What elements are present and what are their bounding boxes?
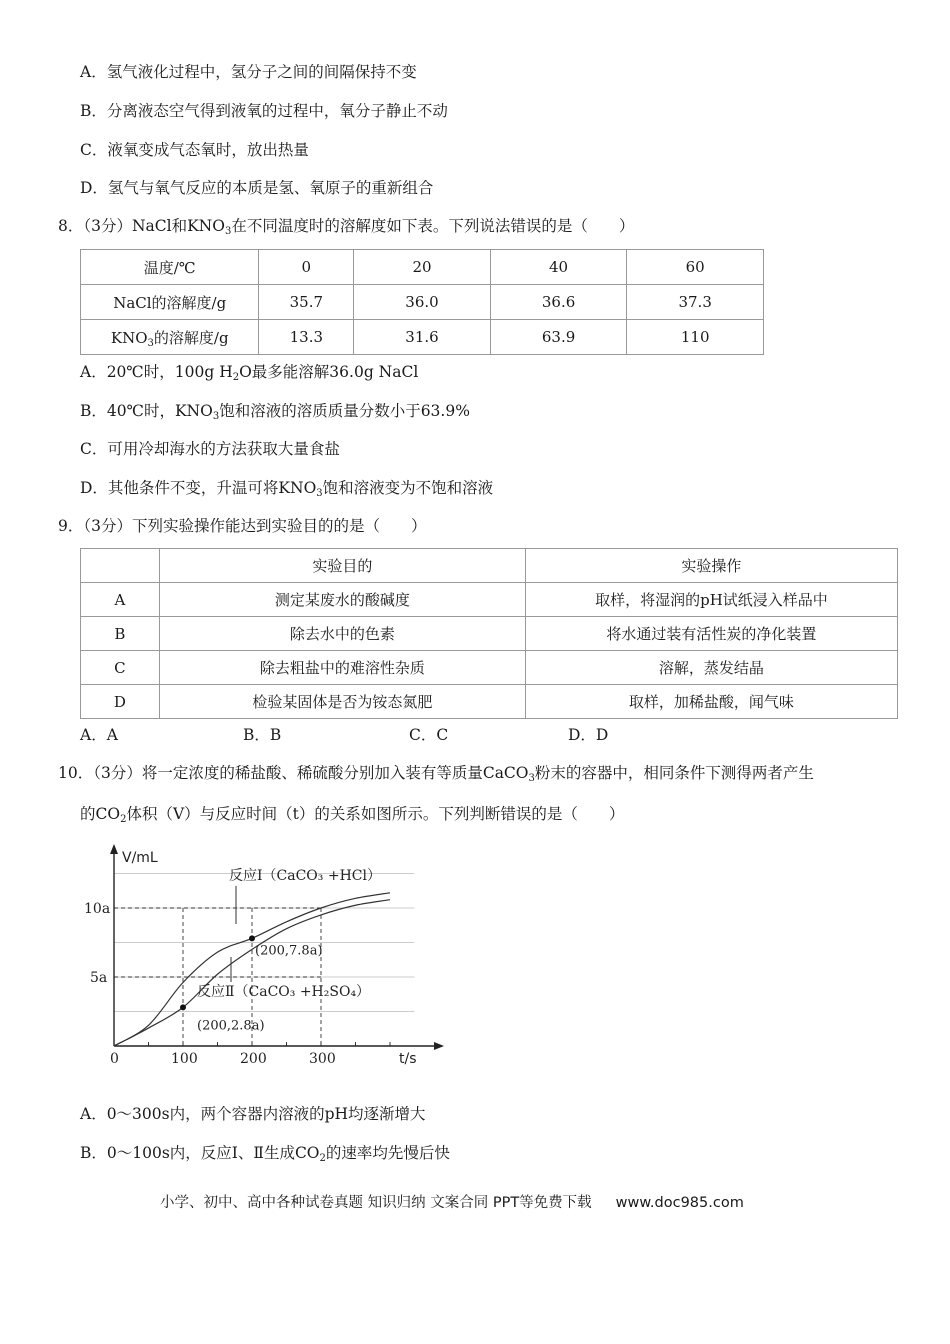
table-cell: 实验操作 xyxy=(525,549,897,583)
table-cell: 溶解，蒸发结晶 xyxy=(525,651,897,685)
q7-option-c: C．液氧变成气态氧时，放出热量 xyxy=(80,141,309,159)
table-cell: 60 xyxy=(627,250,764,285)
q7-option-a: A．氢气液化过程中，氢分子之间的间隔保持不变 xyxy=(80,63,417,81)
data-point-1 xyxy=(249,935,255,941)
table-cell: $KNO_3$的溶解度/g xyxy=(81,320,259,355)
q9-stem: 9．（3分）下列实验操作能达到实验目的的是（ ） xyxy=(58,517,427,535)
q9-choice-d: D．D xyxy=(568,726,609,744)
q10-stem-line2: 的$CO_2$体积（V）与反应时间（t）的关系如图所示。下列判断错误的是（ ） xyxy=(80,805,625,825)
q7-option-d: D．氢气与氧气反应的本质是氢、氧原子的重新组合 xyxy=(80,179,434,197)
y-axis-arrow xyxy=(110,844,118,854)
table-cell: 取样，加稀盐酸，闻气味 xyxy=(525,685,897,719)
experiment-table xyxy=(80,548,898,719)
table-cell: C xyxy=(81,651,160,685)
table-cell: B xyxy=(81,617,160,651)
table-cell: 35.7 xyxy=(259,285,354,320)
table-row xyxy=(81,285,764,320)
x-axis-arrow xyxy=(434,1042,444,1050)
table-cell: 除去粗盐中的难溶性杂质 xyxy=(159,651,525,685)
table-cell: 将水通过装有活性炭的净化装置 xyxy=(525,617,897,651)
table-row xyxy=(81,250,764,285)
q10-option-b: B．0～100s内，反应Ⅰ、Ⅱ生成$CO_2$的速率均先慢后快 xyxy=(80,1144,450,1164)
table-row xyxy=(81,617,898,651)
q9-choice-b: B．B xyxy=(243,726,282,744)
x-tick-label: 300 xyxy=(309,1051,336,1067)
footer xyxy=(160,1191,744,1212)
q9-choice-a: A．A xyxy=(80,726,118,744)
table-cell: 20 xyxy=(354,250,491,285)
table-cell: 除去水中的色素 xyxy=(159,617,525,651)
data-point-2 xyxy=(180,1004,186,1010)
table-cell: 测定某废水的酸碱度 xyxy=(159,583,525,617)
table-row xyxy=(81,651,898,685)
table-cell: 36.0 xyxy=(354,285,491,320)
table-cell: 40 xyxy=(490,250,627,285)
q9-choice-c: C．C xyxy=(409,726,449,744)
table-cell: 110 xyxy=(627,320,764,355)
annotation-label-1: (200,7.8a) xyxy=(255,943,323,959)
q8-option-d: D．其他条件不变，升温可将$KNO_3$饱和溶液变为不饱和溶液 xyxy=(80,479,494,499)
table-row xyxy=(81,685,898,719)
y-tick-label: 10a xyxy=(84,901,111,917)
series-label-1: 反应Ⅰ（CaCO₃ +HCl） xyxy=(229,868,381,884)
q10-option-a: A．0～300s内，两个容器内溶液的pH均逐渐增大 xyxy=(80,1105,426,1123)
solubility-table xyxy=(80,249,764,355)
table-cell: 温度/℃ xyxy=(81,250,259,285)
co2-volume-chart xyxy=(84,838,454,1073)
q10-stem-line1: 10．（3分）将一定浓度的稀盐酸、稀硫酸分别加入装有等质量CaCO$_3$粉末的容器中，相同条件下测得两者产生 xyxy=(58,764,814,784)
x-tick-label: 200 xyxy=(240,1051,267,1067)
table-cell: D xyxy=(81,685,160,719)
x-tick-label: 100 xyxy=(171,1051,198,1067)
table-cell xyxy=(81,549,160,583)
table-cell: 0 xyxy=(259,250,354,285)
footer-url: www.doc985.com xyxy=(615,1195,744,1211)
y-axis-label: V/mL xyxy=(122,850,158,866)
table-cell: A xyxy=(81,583,160,617)
y-tick-label: 5a xyxy=(90,970,108,986)
table-row xyxy=(81,320,764,355)
x-axis-label: t/s xyxy=(399,1051,417,1067)
table-cell: 31.6 xyxy=(354,320,491,355)
q8-option-b: B．40℃时，$KNO_3$饱和溶液的溶质质量分数小于63.9% xyxy=(80,402,470,422)
x-tick-label: 0 xyxy=(110,1051,119,1067)
series-label-2: 反应Ⅱ（CaCO₃ +H₂SO₄） xyxy=(197,984,371,1000)
table-cell: 36.6 xyxy=(490,285,627,320)
table-cell: 13.3 xyxy=(259,320,354,355)
table-row xyxy=(81,549,898,583)
table-cell: 检验某固体是否为铵态氮肥 xyxy=(159,685,525,719)
q8-option-a: A．20℃时，100g $H_2O$最多能溶解36.0g NaCl xyxy=(80,363,419,383)
table-cell: 63.9 xyxy=(490,320,627,355)
annotation-label-2: (200,2.8a) xyxy=(197,1018,265,1034)
table-cell: NaCl的溶解度/g xyxy=(81,285,259,320)
table-cell: 实验目的 xyxy=(159,549,525,583)
q8-option-c: C．可用冷却海水的方法获取大量食盐 xyxy=(80,440,340,458)
table-cell: 取样，将湿润的pH试纸浸入样品中 xyxy=(525,583,897,617)
q8-stem: 8．（3分）NaCl和$KNO_3$在不同温度时的溶解度如下表。下列说法错误的是（ ） xyxy=(58,217,635,237)
q7-option-b: B．分离液态空气得到液氧的过程中，氧分子静止不动 xyxy=(80,102,448,120)
table-row xyxy=(81,583,898,617)
footer-text: 小学、初中、高中各种试卷真题 知识归纳 文案合同 PPT等免费下载 xyxy=(160,1195,592,1211)
table-cell: 37.3 xyxy=(627,285,764,320)
